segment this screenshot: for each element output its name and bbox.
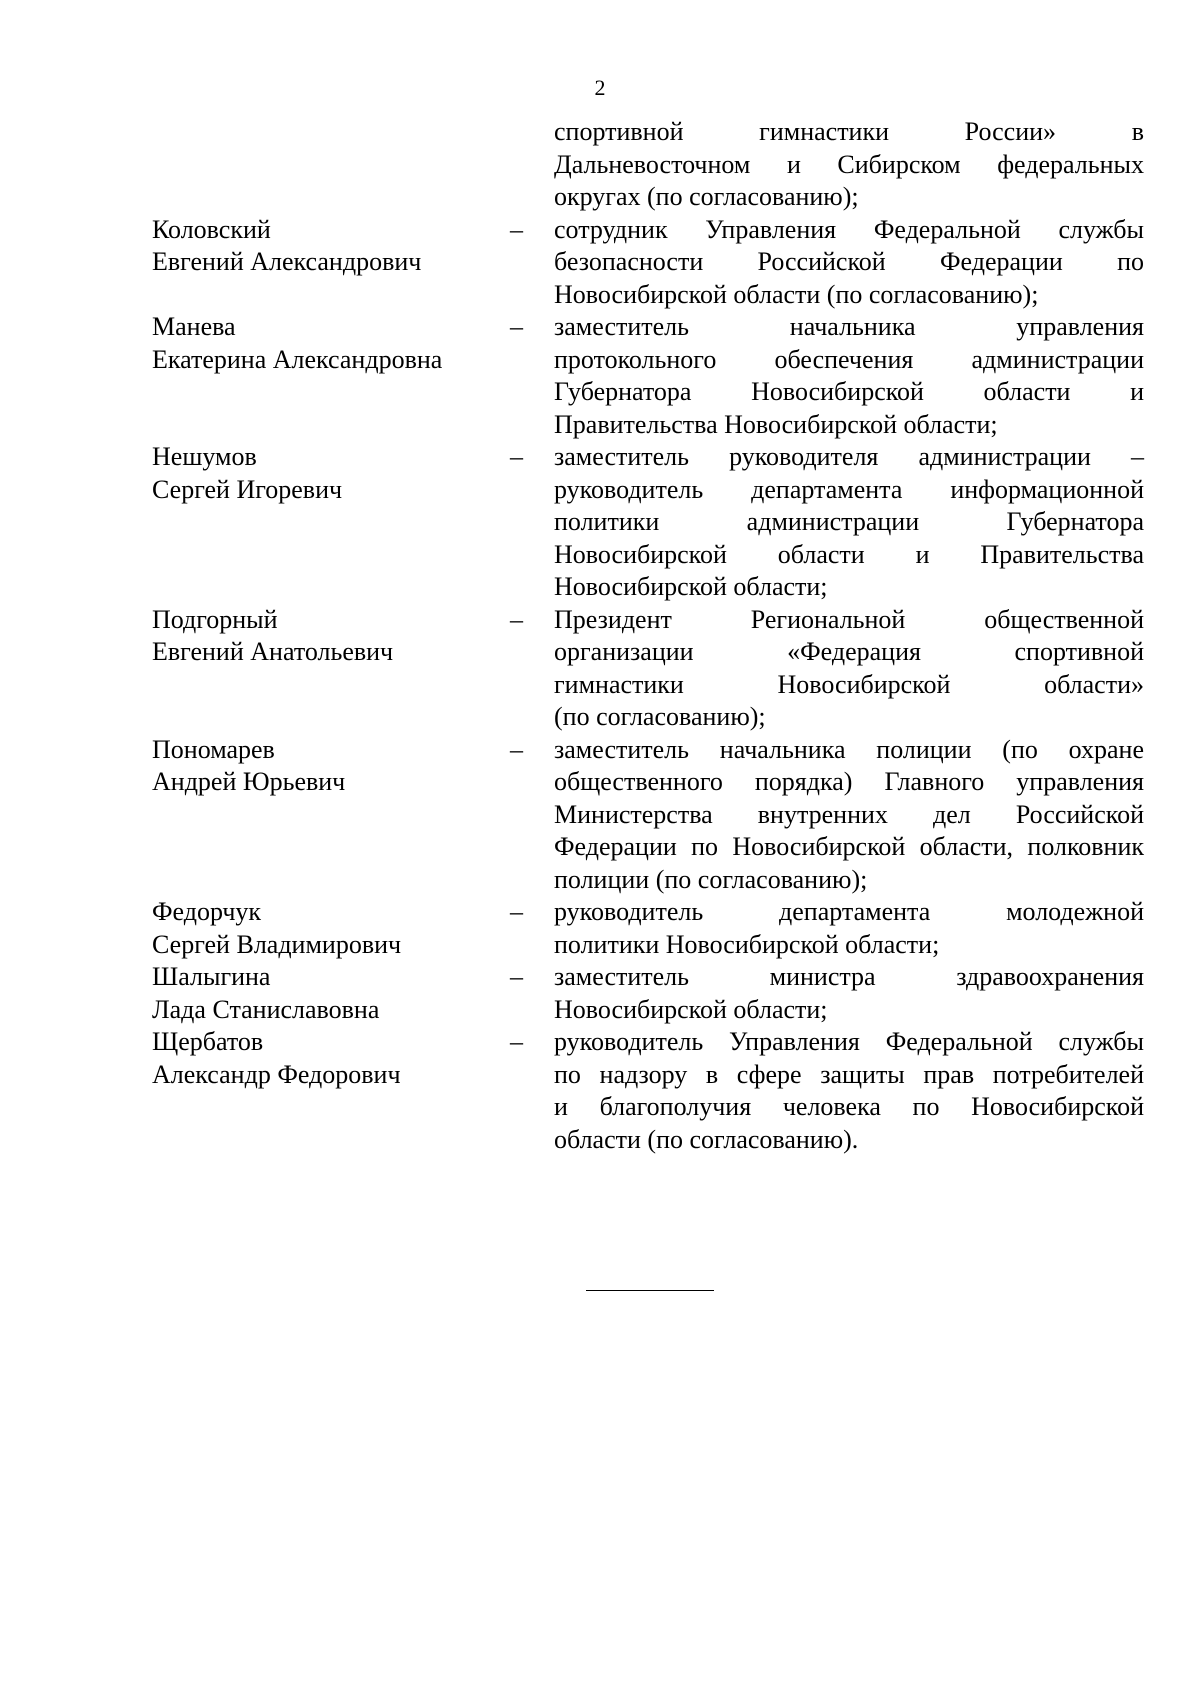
description-line: организации «Федерация спортивной — [554, 637, 1144, 666]
description-line: заместитель начальника полиции (по охране — [554, 734, 1144, 764]
description-line: Правительства Новосибирской области; — [554, 409, 998, 439]
page-number: 2 — [594, 75, 606, 100]
dash-separator: – — [510, 734, 523, 764]
member-entry — [152, 1026, 1144, 1156]
member-name — [152, 311, 510, 441]
description-line: спортивной гимнастики России» в — [554, 117, 1144, 146]
member-position — [554, 441, 1144, 604]
description-line: сотрудник Управления Федеральной службы — [554, 214, 1144, 244]
member-name — [152, 896, 510, 961]
description-line: руководитель департамента молодежной — [554, 897, 1144, 926]
dash-separator: – — [510, 604, 523, 634]
member-given-name: Сергей Игоревич — [152, 474, 343, 504]
member-surname: Манева — [152, 312, 236, 341]
description-line: руководитель департамента информационной — [554, 474, 1144, 504]
member-name — [152, 961, 510, 1026]
description-line: полиции (по согласованию); — [554, 864, 868, 894]
member-surname: Пономарев — [152, 734, 275, 764]
dash-separator: – — [510, 442, 523, 471]
member-position — [554, 311, 1144, 441]
member-entry — [152, 604, 1144, 734]
member-given-name: Сергей Владимирович — [152, 929, 402, 959]
member-name — [152, 441, 510, 604]
description-line: политики администрации Губернатора — [554, 507, 1144, 536]
member-given-name: Екатерина Александровна — [152, 344, 443, 374]
member-given-name: Лада Станиславовна — [152, 994, 380, 1024]
member-surname: Щербатов — [152, 1027, 264, 1056]
description-line: Новосибирской области; — [554, 572, 828, 601]
member-given-name: Евгений Анатольевич — [152, 637, 394, 666]
description-line: Федерации по Новосибирской области, полковник — [554, 832, 1144, 861]
description-line: Губернатора Новосибирской области и — [554, 377, 1144, 406]
member-position — [554, 604, 1144, 734]
member-surname: Коловский — [152, 214, 271, 244]
dash-separator: – — [510, 312, 523, 341]
description-line: заместитель руководителя администрации – — [554, 442, 1144, 471]
continued-description — [554, 116, 1144, 214]
member-name — [152, 214, 510, 312]
member-surname: Шалыгина — [152, 962, 271, 991]
description-line: руководитель Управления Федеральной службы — [554, 1027, 1144, 1056]
description-line: и благополучия человека по Новосибирской — [554, 1092, 1144, 1121]
member-name — [152, 1026, 510, 1156]
description-line: округах (по согласованию); — [554, 182, 859, 211]
member-entry — [152, 441, 1144, 604]
end-of-list-rule — [586, 1290, 714, 1291]
description-line: по надзору в сфере защиты прав потребителей — [554, 1059, 1144, 1089]
description-line: Президент Региональной общественной — [554, 604, 1144, 634]
member-name — [152, 734, 510, 897]
description-line: безопасности Российской Федерации по — [554, 247, 1144, 276]
description-line: Новосибирской области и Правительства — [554, 539, 1144, 569]
composition-list — [152, 116, 1144, 1156]
member-name — [152, 604, 510, 734]
member-position — [554, 896, 1144, 961]
member-entry — [152, 734, 1144, 897]
member-position — [554, 734, 1144, 897]
member-entry — [152, 961, 1144, 1026]
description-line: Новосибирской области (по согласованию); — [554, 279, 1039, 309]
description-line: протокольного обеспечения администрации — [554, 344, 1144, 374]
description-line: Новосибирской области; — [554, 994, 828, 1024]
dash-separator: – — [510, 1027, 523, 1056]
description-line: Дальневосточном и Сибирском федеральных — [554, 149, 1144, 179]
member-surname: Подгорный — [152, 604, 278, 634]
description-line: (по согласованию); — [554, 702, 766, 731]
member-position — [554, 1026, 1144, 1156]
member-given-name: Евгений Александрович — [152, 247, 422, 276]
description-line: политики Новосибирской области; — [554, 929, 940, 959]
member-position — [554, 214, 1144, 312]
description-line: общественного порядка) Главного управления — [554, 767, 1144, 796]
dash-separator: – — [510, 897, 523, 926]
member-given-name: Александр Федорович — [152, 1059, 401, 1089]
description-line: гимнастики Новосибирской области» — [554, 669, 1144, 699]
member-given-name: Андрей Юрьевич — [152, 767, 346, 796]
member-surname: Нешумов — [152, 442, 257, 471]
description-line: заместитель начальника управления — [554, 312, 1144, 341]
member-entry — [152, 311, 1144, 441]
member-surname: Федорчук — [152, 897, 262, 926]
member-position — [554, 961, 1144, 1026]
description-line: Министерства внутренних дел Российской — [554, 799, 1144, 829]
description-line: заместитель министра здравоохранения — [554, 962, 1144, 991]
description-line: области (по согласованию). — [554, 1124, 859, 1154]
dash-separator: – — [510, 214, 523, 244]
member-entry — [152, 214, 1144, 312]
dash-separator: – — [510, 962, 523, 991]
member-entry — [152, 896, 1144, 961]
